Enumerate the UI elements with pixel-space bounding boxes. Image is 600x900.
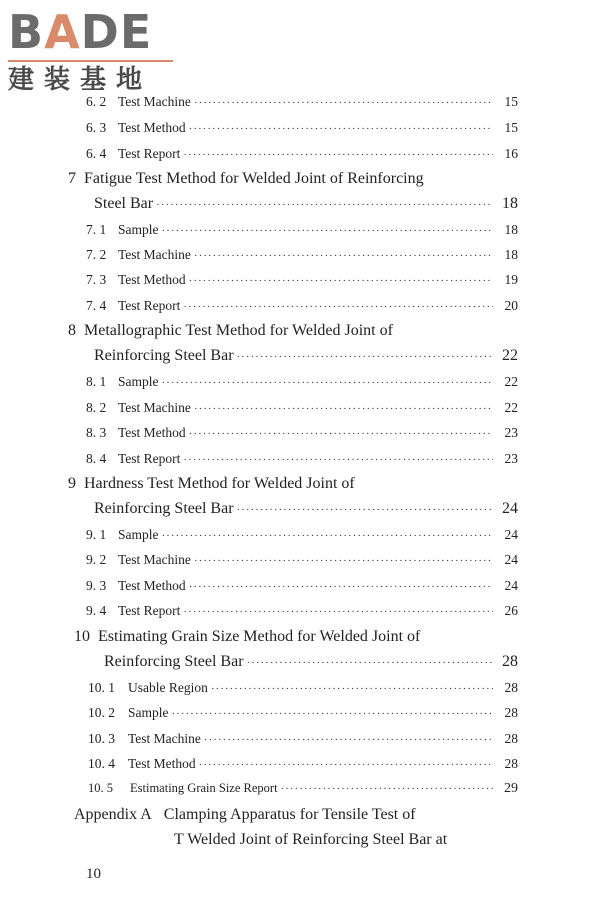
toc-entry-7-1 [86,222,518,238]
section-number: 10. 2 [88,705,115,720]
toc-entry-9-1 [86,527,518,543]
section-title: Test Report [118,603,181,618]
section-number: 6. 3 [86,120,107,135]
section-title: Test Method [118,425,186,440]
page-ref: 28 [504,705,518,720]
page-ref: 15 [504,120,518,135]
section-title-continued: Reinforcing Steel Bar [94,347,234,364]
page-ref: 24 [504,527,518,542]
toc-entry-appendix-a [74,806,416,824]
page-ref: 24 [504,552,518,567]
toc-entry-7-4 [86,298,518,314]
section-number: 10 [74,628,90,645]
page-number: 10 [86,866,101,882]
toc-entry-9-4 [86,603,518,619]
page-ref: 22 [504,374,518,389]
page-ref: 22 [502,347,518,364]
section-title: Clamping Apparatus for Tensile Test of [163,806,416,823]
section-title: Test Machine [128,731,201,746]
section-number: 6. 2 [86,94,107,109]
section-title: Estimating Grain Size Report [130,781,278,795]
section-number: 10. 5 [88,781,113,795]
page-ref: 23 [504,425,518,440]
dot-leader [247,657,493,669]
section-number: 7. 1 [86,222,107,237]
section-title: Test Machine [118,552,191,567]
toc-entry-10-5 [88,781,518,797]
page-ref: 28 [504,731,518,746]
section-number: 9. 1 [86,527,107,542]
dot-leader [183,606,493,618]
section-title: Hardness Test Method for Welded Joint of [84,475,355,492]
dot-leader [281,783,493,795]
dot-leader [189,581,493,593]
section-title: Usable Region [128,680,208,695]
dot-leader [156,199,493,211]
toc-entry-10-2 [88,705,518,721]
dot-leader [189,275,493,287]
page-ref: 29 [504,781,518,796]
toc-entry-9-cont [94,500,518,518]
dot-leader [172,708,494,720]
page-ref: 26 [504,603,518,618]
section-title-continued: T Welded Joint of Reinforcing Steel Bar at [174,831,448,848]
section-title: Fatigue Test Method for Welded Joint of Reinforcing [84,170,424,187]
toc-entry-8-cont [94,347,518,365]
toc-entry-10-3 [88,731,518,747]
toc-entry-10-4 [88,756,518,772]
section-number: 8. 2 [86,400,107,415]
page-ref: 16 [504,146,518,161]
section-title-continued: Reinforcing Steel Bar [104,653,244,670]
toc-entry-8-4 [86,451,518,467]
page-ref: 19 [504,272,518,287]
section-title: Test Machine [118,400,191,415]
toc-entry-10-1 [88,680,518,696]
section-number: 7. 4 [86,298,107,313]
logo-letters-de: DE [80,5,153,59]
page-ref: 24 [504,578,518,593]
section-number: 7. 3 [86,272,107,287]
dot-leader [204,734,493,746]
section-number: 7. 2 [86,247,107,262]
section-title: Sample [118,527,159,542]
section-title-continued: Steel Bar [94,195,154,212]
section-title: Test Method [118,272,186,287]
dot-leader [183,149,493,161]
toc-entry-7-heading [68,170,424,188]
dot-leader [194,403,493,415]
section-title: Test Report [118,451,181,466]
section-title: Sample [118,222,159,237]
section-number: 9 [68,475,76,492]
dot-leader [237,351,493,363]
toc-entry-7-2 [86,247,518,263]
page-ref: 18 [504,247,518,262]
section-title: Test Report [118,146,181,161]
toc-entry-7-cont [94,195,518,213]
section-title: Test Method [118,578,186,593]
dot-leader [199,759,493,771]
page-ref: 20 [504,298,518,313]
toc-entry-6-3 [86,120,518,136]
section-title: Sample [118,374,159,389]
logo-chinese-text: 建装基地 [8,65,153,95]
section-number: 10. 3 [88,731,115,746]
dot-leader [183,454,493,466]
toc-entry-7-3 [86,272,518,288]
dot-leader [237,504,493,516]
dot-leader [194,250,493,262]
section-number: 8. 3 [86,425,107,440]
dot-leader [211,683,493,695]
section-title-continued: Reinforcing Steel Bar [94,500,234,517]
dot-leader [189,428,493,440]
section-number: 7 [68,170,76,187]
section-number: 6. 4 [86,146,107,161]
dot-leader [162,225,494,237]
toc-entry-6-4 [86,146,518,162]
toc-entry-appendix-a-cont [174,831,447,849]
page-ref: 24 [502,500,518,517]
section-number: 10. 4 [88,756,115,771]
dot-leader [194,97,493,109]
page-ref: 15 [504,94,518,109]
logo-letter-b: B [8,5,45,59]
page-ref: 18 [504,222,518,237]
page-ref: 23 [504,451,518,466]
toc-entry-9-2 [86,552,518,568]
page-ref: 28 [504,680,518,695]
section-title: Test Method [118,120,186,135]
section-number: 10. 1 [88,680,115,695]
dot-leader [194,555,493,567]
section-title: Test Report [118,298,181,313]
toc-entry-10-heading [74,628,420,646]
section-title: Metallographic Test Method for Welded Joint of [84,322,393,339]
section-number: 9. 2 [86,552,107,567]
section-title: Sample [128,705,169,720]
dot-leader [183,301,493,313]
section-number: Appendix A [74,806,152,823]
dot-leader [162,530,494,542]
page-ref: 28 [502,653,518,670]
section-title: Test Machine [118,247,191,262]
toc-entry-9-heading [68,475,355,493]
dot-leader [162,377,494,389]
section-number: 8 [68,322,76,339]
section-title: Estimating Grain Size Method for Welded Joint of [98,628,421,645]
toc-entry-9-3 [86,578,518,594]
toc-entry-10-cont [104,653,518,671]
section-number: 8. 1 [86,374,107,389]
toc-entry-8-heading [68,322,393,340]
section-title: Test Machine [118,94,191,109]
section-number: 9. 3 [86,578,107,593]
section-title: Test Method [128,756,196,771]
section-number: 8. 4 [86,451,107,466]
toc-entry-8-2 [86,400,518,416]
section-number: 9. 4 [86,603,107,618]
page-ref: 18 [502,195,518,212]
dot-leader [189,123,493,135]
toc-entry-6-2 [86,94,518,110]
toc-entry-8-1 [86,374,518,390]
page-ref: 28 [504,756,518,771]
page-ref: 22 [504,400,518,415]
toc-entry-8-3 [86,425,518,441]
logo-letter-a: A [44,5,81,59]
